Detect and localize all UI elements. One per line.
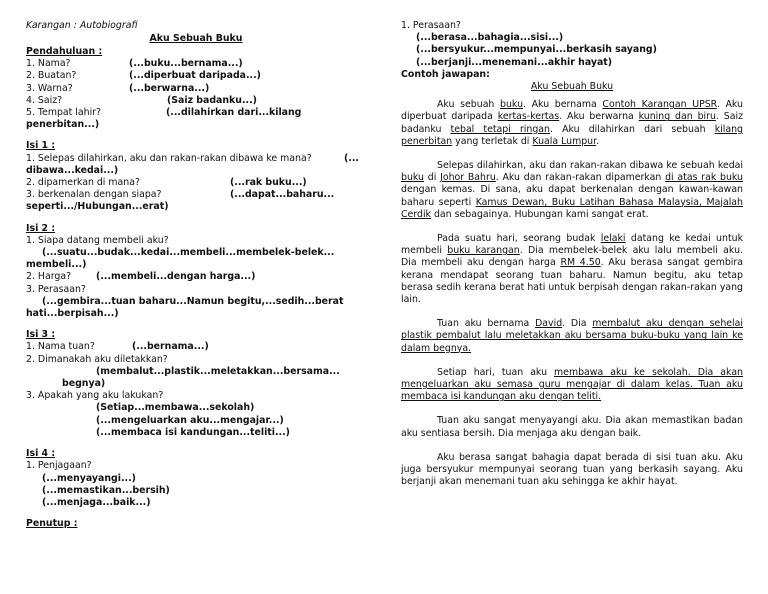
answer: (...mengeluarkan aku...mengajar...)	[96, 414, 284, 426]
essay-paragraph-5	[401, 367, 743, 404]
text-run: . Aku berasa sangat gembira kerana mendapat seorang tuan baharu. Namun begitu, aku tetap berasa sedih kerana berat hati untuk berpisah dengan rakan-rakan yang lain.	[401, 257, 743, 306]
essay-paragraph-1	[401, 99, 743, 148]
text-run: . Dia	[562, 318, 593, 330]
isi2-heading: Isi 2 :	[26, 222, 56, 234]
outline-item	[26, 341, 366, 353]
outline-item	[26, 271, 366, 283]
outline-item	[26, 58, 366, 70]
underlined-text: Johor Bahru	[440, 172, 496, 184]
answer: (...diperbuat daripada...)	[129, 70, 261, 82]
answer: (...memastikan...bersih)	[42, 484, 170, 496]
answer: (Setiap...membawa...sekolah)	[96, 402, 255, 414]
question: 1. Nama?	[26, 58, 71, 70]
essay-paragraph-7	[401, 452, 743, 489]
essay-title: Aku Sebuah Buku	[530, 81, 614, 93]
page-header: Karangan : Autobiografi	[26, 20, 138, 31]
question: 3. berkenalan dengan siapa?	[26, 189, 162, 201]
question: 1. Penjagaan?	[26, 460, 92, 472]
question: 3. Warna?	[26, 82, 73, 94]
text-run: Tuan aku sangat menyayangi aku. Dia akan memastikan badan aku sentiasa bersih. Dia menjaga aku dengan baik.	[401, 415, 743, 439]
answer: (...berwarna...)	[129, 82, 210, 94]
outline-item	[26, 153, 366, 165]
isi3-heading: Isi 3 :	[26, 329, 56, 341]
text-run: dan sebagainya. Hubungan kami sangat erat.	[431, 208, 649, 220]
essay-paragraph-4	[401, 318, 743, 355]
isi4-heading: Isi 4 :	[26, 448, 56, 460]
underlined-text: membalut aku dengan sehelai plastik pembalut lalu meletakkan aku bersama buku-buku yang lain ke dalam begnya.	[401, 318, 743, 354]
answer: (...membeli...dengan harga...)	[96, 271, 256, 283]
underlined-text: Contoh Karangan UPSR	[602, 99, 717, 111]
answer: (...rak buku...)	[230, 177, 307, 189]
outline-item	[26, 177, 366, 189]
outline-item	[26, 95, 366, 107]
question: 3. Apakah yang aku lakukan?	[26, 390, 164, 402]
outline-column	[26, 46, 366, 530]
answer: (...	[344, 152, 359, 164]
outline-item	[26, 83, 366, 95]
answer: penerbitan...)	[26, 119, 100, 131]
text-run: Setiap hari, tuan aku	[437, 366, 555, 378]
underlined-text: Kamus Dewan, Buku Latihan Bahasa Malaysia, Majalah Cerdik	[401, 196, 743, 220]
question: 1. Siapa datang membeli aku?	[26, 234, 169, 246]
question: 1. Nama tuan?	[26, 341, 95, 353]
answer: (...suatu...budak...kedai...membeli...membelek-belek...	[42, 247, 335, 259]
essay-column	[401, 20, 743, 489]
question: 4. Saiz?	[26, 94, 63, 106]
text-run: dengan kemas. Di sana, aku dapat berkenalan dengan kawan-kawan baharu seperti	[401, 184, 743, 208]
underlined-text: lelaki	[600, 233, 626, 245]
text-run: Pada suatu hari, seorang budak	[437, 233, 601, 245]
text-run: Aku berasa sangat bahagia dapat berada di sisi tuan aku. Aku juga bersyukur mempunyai seorang tuan yang berkasih sayang. Aku berjanji akan menemani tuan aku sehingga ke akhir hayat.	[401, 451, 743, 488]
contoh-heading: Contoh jawapan:	[401, 68, 490, 80]
text-run: yang terletak di	[452, 135, 533, 147]
text-run: . Aku dilahirkan dari sebuah	[550, 123, 715, 135]
text-run: Tuan aku bernama	[437, 318, 536, 330]
answer: (...bernama...)	[132, 341, 209, 353]
underlined-text: Kuala Lumpur	[532, 135, 597, 147]
penutup-heading: Penutup :	[26, 518, 78, 530]
outline-item	[26, 70, 366, 82]
pendahuluan-heading: Pendahuluan :	[26, 46, 103, 57]
text-run: . Dia membelek-belek aku lalu membeli aku. Dia membeli aku dengan harga	[401, 245, 743, 269]
text-run: . Aku bernama	[523, 99, 603, 111]
underlined-text: tebal tetapi ringan	[450, 123, 550, 135]
question: 1. Perasaan?	[401, 20, 461, 31]
essay-paragraph-6	[401, 415, 743, 439]
text-run: . Aku berwarna	[559, 111, 639, 123]
text-run: . Saiz badanku	[401, 111, 743, 135]
text-run: . Aku dan rakan-rakan dipamerkan	[495, 172, 666, 184]
page-title: Aku Sebuah Buku	[149, 33, 243, 44]
text-run: di	[423, 172, 441, 184]
underlined-text: buku	[500, 99, 524, 111]
answer: (...berjanji...menemani...akhir hayat)	[416, 56, 613, 68]
answer: (...berasa...bahagia...sisi...)	[416, 32, 564, 44]
answer: begnya)	[62, 378, 106, 390]
text-run: Aku sebuah	[437, 99, 501, 111]
question: 3. Perasaan?	[26, 283, 86, 295]
outline-item	[26, 107, 366, 119]
underlined-text: buku	[401, 172, 424, 184]
essay-paragraph-3	[401, 233, 743, 306]
answer: seperti.../Hubungan...erat)	[26, 201, 169, 213]
answer: (...bersyukur...mempunyai...berkasih sayang)	[416, 44, 657, 56]
essay-paragraph-2	[401, 160, 743, 221]
question: 2. Buatan?	[26, 70, 77, 82]
question: 2. Harga?	[26, 271, 72, 283]
underlined-text: membawa aku ke sekolah. Dia akan mengeluarkan aku semasa guru mengajar di dalam kelas. Tuan aku membaca isi kandungan aku dengan teliti.	[401, 366, 744, 403]
underlined-text: kilang penerbitan	[401, 123, 743, 147]
underlined-text: RM 4.50	[560, 257, 601, 269]
text-run: .	[596, 135, 600, 147]
underlined-text: kuning dan biru	[638, 111, 716, 123]
outline-item	[26, 189, 366, 201]
answer: (Saiz badanku...)	[167, 94, 257, 106]
question: 2. dipamerkan di mana?	[26, 177, 140, 189]
answer: (...gembira...tuan baharu...Namun begitu,...sedih...berat	[42, 295, 344, 307]
isi1-heading: Isi 1 :	[26, 140, 56, 152]
answer: (...dapat...baharu...	[230, 189, 335, 201]
answer: (membalut...plastik...meletakkan...bersama...	[96, 365, 340, 377]
answer: (...dilahirkan dari...kilang	[166, 107, 302, 119]
question: 2. Dimanakah aku diletakkan?	[26, 353, 168, 365]
answer: (...menyayangi...)	[42, 472, 136, 484]
text-run: datang ke kedai untuk membeli	[401, 233, 743, 257]
answer: hati...berpisah...)	[26, 308, 119, 320]
underlined-text: di atas rak buku	[665, 172, 743, 184]
answer: (...membaca isi kandungan...teliti...)	[96, 426, 290, 438]
underlined-text: David	[535, 318, 563, 330]
text-run: . Aku diperbuat daripada	[401, 99, 743, 123]
question: 5. Tempat lahir?	[26, 107, 102, 119]
answer: (...menjaga...baik...)	[42, 496, 151, 508]
answer: dibawa...kedai...)	[26, 164, 119, 176]
underlined-text: buku karangan	[447, 245, 520, 257]
answer: (...buku...bernama...)	[129, 58, 243, 70]
answer: membeli...)	[26, 259, 87, 271]
text-run: Selepas dilahirkan, aku dan rakan-rakan dibawa ke sebuah kedai	[437, 160, 743, 172]
question: 1. Selepas dilahirkan, aku dan rakan-rakan dibawa ke mana?	[26, 152, 312, 164]
underlined-text: kertas-kertas	[497, 111, 560, 123]
